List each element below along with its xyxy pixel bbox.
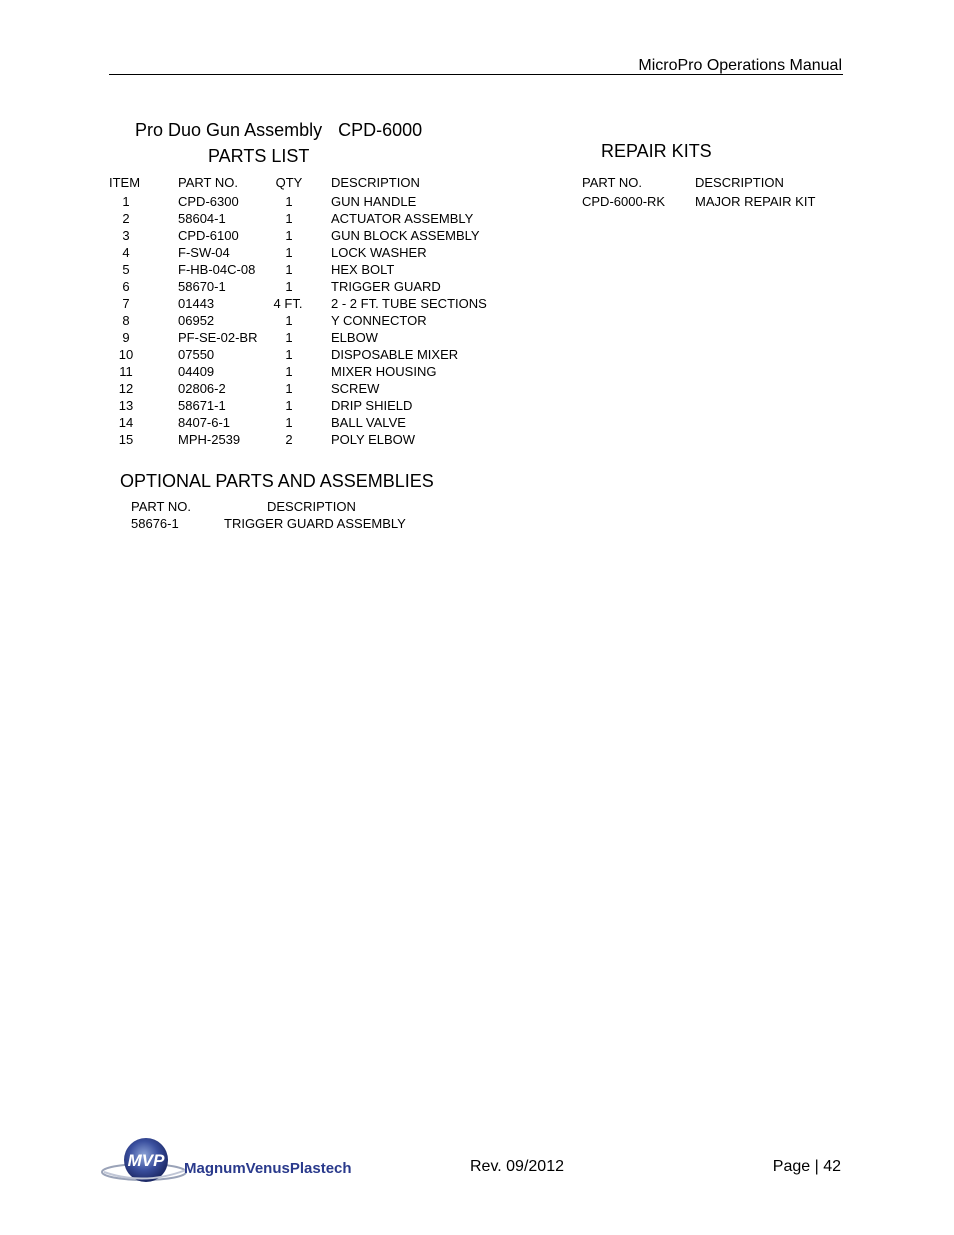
parts-row-14-description: BALL VALVE <box>331 415 406 430</box>
parts-list-title: PARTS LIST <box>208 146 310 166</box>
parts-row-6-part-number: 58670-1 <box>178 279 226 294</box>
header-divider <box>109 74 843 75</box>
parts-row-11-part-number: 04409 <box>178 364 215 379</box>
parts-row-8-part-number: 06952 <box>178 313 215 328</box>
optional-row-1-description: TRIGGER GUARD ASSEMBLY <box>224 516 406 531</box>
optional-parts-title: OPTIONAL PARTS AND ASSEMBLIES <box>120 471 434 491</box>
parts-row-5-description: HEX BOLT <box>331 262 395 277</box>
parts-row-1-quantity: 1 <box>285 194 293 209</box>
parts-row-3-description: GUN BLOCK ASSEMBLY <box>331 228 480 243</box>
optional-parts-table <box>0 498 954 538</box>
parts-row-3-quantity: 1 <box>285 228 293 243</box>
optional-col-header-description: DESCRIPTION <box>267 499 356 514</box>
logo-badge-text: MVP <box>127 1151 165 1170</box>
parts-row-6-item-number: 6 <box>122 279 130 294</box>
parts-row-8-description: Y CONNECTOR <box>331 313 427 328</box>
parts-row-10-description: DISPOSABLE MIXER <box>331 347 459 362</box>
parts-row-6-quantity: 1 <box>285 279 293 294</box>
parts-row-5-item-number: 5 <box>122 262 130 277</box>
parts-list-table <box>0 174 954 454</box>
revision-label: Rev. 09/2012 <box>470 1158 564 1175</box>
parts-row-13-description: DRIP SHIELD <box>331 398 413 413</box>
parts-row-2-item-number: 2 <box>122 211 130 226</box>
parts-row-6-description: TRIGGER GUARD <box>331 279 441 294</box>
parts-row-4-part-number: F-SW-04 <box>178 245 230 260</box>
repair-col-header-description: DESCRIPTION <box>695 175 784 190</box>
parts-row-14-part-number: 8407-6-1 <box>178 415 231 430</box>
parts-row-3-part-number: CPD-6100 <box>178 228 239 243</box>
repair-row-1-part-number: CPD-6000-RK <box>582 194 666 209</box>
parts-row-13-part-number: 58671-1 <box>178 398 226 413</box>
repair-kits-title: REPAIR KITS <box>601 141 712 161</box>
company-logo <box>100 1136 390 1196</box>
logo-company-text: MagnumVenusPlastech <box>184 1160 352 1177</box>
parts-row-8-quantity: 1 <box>285 313 293 328</box>
parts-row-14-quantity: 1 <box>285 415 293 430</box>
parts-row-2-description: ACTUATOR ASSEMBLY <box>331 211 474 226</box>
parts-row-5-quantity: 1 <box>285 262 293 277</box>
parts-row-15-item-number: 15 <box>118 432 134 447</box>
parts-row-7-part-number: 01443 <box>178 296 215 311</box>
parts-row-10-quantity: 1 <box>285 347 293 362</box>
parts-row-14-item-number: 14 <box>118 415 134 430</box>
parts-row-9-description: ELBOW <box>331 330 378 345</box>
parts-row-1-description: GUN HANDLE <box>331 194 417 209</box>
col-header-part-no: PART NO. <box>178 175 238 190</box>
parts-row-12-quantity: 1 <box>285 381 293 396</box>
parts-row-9-item-number: 9 <box>122 330 130 345</box>
assembly-code: CPD-6000 <box>338 120 423 140</box>
assembly-heading <box>135 120 422 141</box>
manual-title: MicroPro Operations Manual <box>638 57 842 74</box>
parts-row-10-item-number: 10 <box>118 347 134 362</box>
assembly-name: Pro Duo Gun Assembly <box>135 120 323 140</box>
parts-row-2-part-number: 58604-1 <box>178 211 226 226</box>
parts-row-15-quantity: 2 <box>285 432 293 447</box>
col-header-item: ITEM <box>109 175 141 190</box>
parts-row-4-description: LOCK WASHER <box>331 245 427 260</box>
parts-row-3-item-number: 3 <box>122 228 130 243</box>
mvp-logo-icon <box>100 1136 390 1196</box>
col-header-description: DESCRIPTION <box>331 175 420 190</box>
parts-row-12-part-number: 02806-2 <box>178 381 226 396</box>
optional-row-1-part-number: 58676-1 <box>131 516 179 531</box>
parts-row-2-quantity: 1 <box>285 211 293 226</box>
optional-col-header-part-no: PART NO. <box>131 499 191 514</box>
parts-row-13-quantity: 1 <box>285 398 293 413</box>
parts-row-5-part-number: F-HB-04C-08 <box>178 262 256 277</box>
parts-row-7-quantity: 4 FT. <box>273 296 303 311</box>
parts-row-9-part-number: PF-SE-02-BR <box>178 330 258 345</box>
parts-row-7-item-number: 7 <box>122 296 130 311</box>
parts-row-11-description: MIXER HOUSING <box>331 364 437 379</box>
parts-row-12-description: SCREW <box>331 381 380 396</box>
parts-row-7-description: 2 - 2 FT. TUBE SECTIONS <box>331 296 487 311</box>
repair-kits-table <box>0 174 954 214</box>
parts-row-15-part-number: MPH-2539 <box>178 432 241 447</box>
parts-row-13-item-number: 13 <box>118 398 134 413</box>
parts-row-15-description: POLY ELBOW <box>331 432 416 447</box>
parts-row-11-item-number: 11 <box>119 364 133 379</box>
parts-row-8-item-number: 8 <box>122 313 130 328</box>
parts-row-11-quantity: 1 <box>285 364 293 379</box>
parts-row-1-part-number: CPD-6300 <box>178 194 239 209</box>
parts-row-4-quantity: 1 <box>285 245 293 260</box>
repair-col-header-part-no: PART NO. <box>582 175 642 190</box>
page-number: Page | 42 <box>772 1158 841 1175</box>
repair-row-1-description: MAJOR REPAIR KIT <box>695 194 816 209</box>
parts-row-1-item-number: 1 <box>122 194 130 209</box>
parts-row-12-item-number: 12 <box>118 381 134 396</box>
parts-row-9-quantity: 1 <box>285 330 293 345</box>
parts-row-10-part-number: 07550 <box>178 347 215 362</box>
parts-row-4-item-number: 4 <box>122 245 130 260</box>
col-header-qty: QTY <box>275 175 303 190</box>
